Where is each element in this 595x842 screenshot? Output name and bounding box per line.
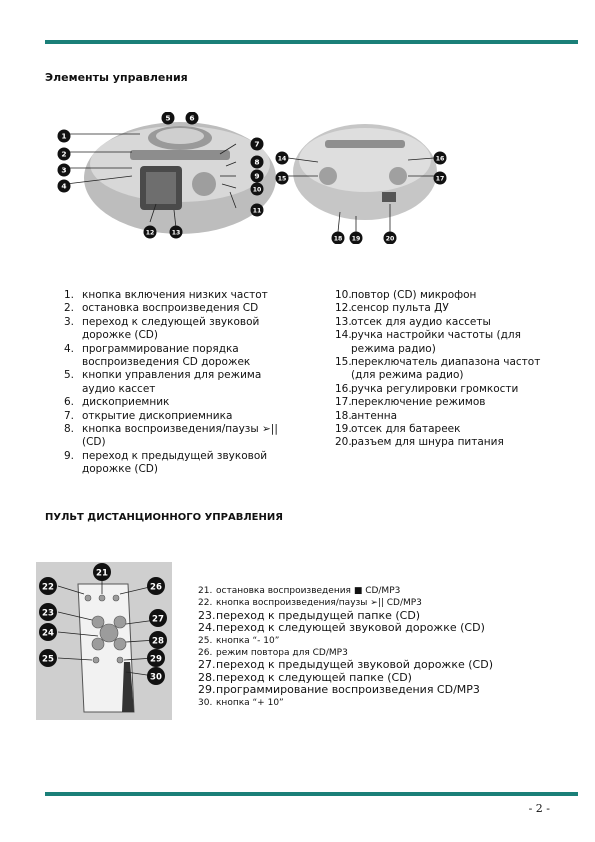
callout-number: 24 (42, 628, 54, 639)
list-item: 23. переход к предыдущей папке (CD) (198, 608, 421, 622)
list-item: 5. кнопки управления для режима аудио кассет (64, 369, 262, 395)
callout-number: 14 (277, 155, 287, 163)
section-title-controls: Элементы управления (45, 71, 188, 84)
list-item: 4. программирование порядка воспроизведения CD дорожек (64, 342, 251, 369)
list-item: 6. дископриемник (64, 396, 170, 409)
list-item: 30. кнопка “+ 10” (198, 697, 284, 708)
callout-number: 29 (150, 654, 162, 665)
remote-photo (36, 562, 172, 720)
list-item: 20. разъем для шнура питания (335, 436, 504, 449)
callout-number: 5 (165, 113, 171, 123)
callout-number: 27 (152, 614, 164, 625)
callout-number: 20 (385, 235, 395, 243)
callout-number: 6 (189, 113, 195, 123)
callout-number: 8 (254, 157, 260, 167)
list-item: 25. кнопка “- 10” (198, 635, 280, 646)
callout-number: 17 (435, 175, 445, 183)
list-item: 29. программирование воспроизведения CD/MP3 (198, 683, 480, 697)
callout-number: 3 (61, 165, 67, 175)
callout-number: 26 (150, 582, 162, 593)
list-item: 9. переход к предыдущей звуковой дорожке (CD) (64, 449, 268, 476)
callout-number: 1 (61, 131, 67, 141)
list-item: 8. кнопка воспроизведения/паузы ➢|| (CD) (64, 423, 278, 449)
list-item: 17. переключение режимов (335, 396, 486, 409)
callout-number: 18 (333, 235, 343, 243)
callout-number: 30 (150, 672, 162, 683)
list-item: 18. антенна (335, 409, 398, 422)
list-item: 3. переход к следующей звуковой дорожке (CD) (64, 315, 260, 342)
list-item: 24. переход к следующей звуковой дорожке (CD) (198, 621, 485, 635)
list-item: 2. остановка воспроизведения CD (64, 302, 259, 315)
controls-list-left (64, 289, 286, 477)
list-item: 27. переход к предыдущей звуковой дорожке (CD) (198, 658, 493, 672)
back-view-photo (270, 112, 460, 244)
callout-number: 4 (61, 181, 67, 191)
section-title-remote: ПУЛЬТ ДИСТАНЦИОННОГО УПРАВЛЕНИЯ (45, 512, 283, 523)
list-item: 15. переключатель диапазона частот (для режима радио) (335, 356, 541, 382)
list-item: 19. отсек для батареек (335, 423, 461, 436)
callout-number: 13 (171, 229, 181, 237)
list-item: 7. открытие дископриемника (64, 409, 233, 422)
callout-number: 15 (277, 175, 287, 183)
list-item: 1. кнопка включения низких частот (64, 289, 268, 301)
remote-controls-list (198, 585, 493, 709)
page-number: - 2 - (528, 802, 550, 815)
front-view-photo (40, 112, 280, 244)
list-item: 26. режим повтора для CD/MP3 (198, 647, 348, 658)
callout-number: 25 (42, 654, 54, 665)
callout-number: 2 (61, 149, 67, 159)
controls-list-right (335, 289, 560, 450)
list-item: 22. кнопка воспроизведения/паузы ➢|| CD/MP3 (198, 598, 422, 609)
list-item: 13. отсек для аудио кассеты (335, 315, 491, 328)
callout-number: 21 (96, 568, 108, 579)
callout-number: 7 (254, 139, 260, 149)
callout-number: 12 (145, 229, 155, 237)
callout-number: 10 (252, 186, 262, 194)
list-item: 28. переход к следующей папке (CD) (198, 670, 412, 684)
list-item: 10. повтор (CD) микрофон (335, 289, 477, 301)
top-rule (45, 40, 578, 44)
callout-number: 11 (252, 207, 262, 215)
callout-number: 9 (254, 171, 260, 181)
callout-number: 16 (435, 155, 445, 163)
list-item: 12. сенсор пульта ДУ (335, 302, 449, 315)
callout-number: 28 (152, 636, 164, 647)
list-item: 14. ручка настройки частоты (для режима радио) (335, 329, 521, 355)
bottom-rule (45, 792, 578, 796)
list-item: 21. остановка воспроизведения ■ CD/MP3 (198, 586, 401, 596)
callout-number: 19 (351, 235, 361, 243)
callout-number: 22 (42, 582, 54, 593)
callout-number: 23 (42, 608, 54, 619)
list-item: 16. ручка регулировки громкости (335, 382, 519, 395)
